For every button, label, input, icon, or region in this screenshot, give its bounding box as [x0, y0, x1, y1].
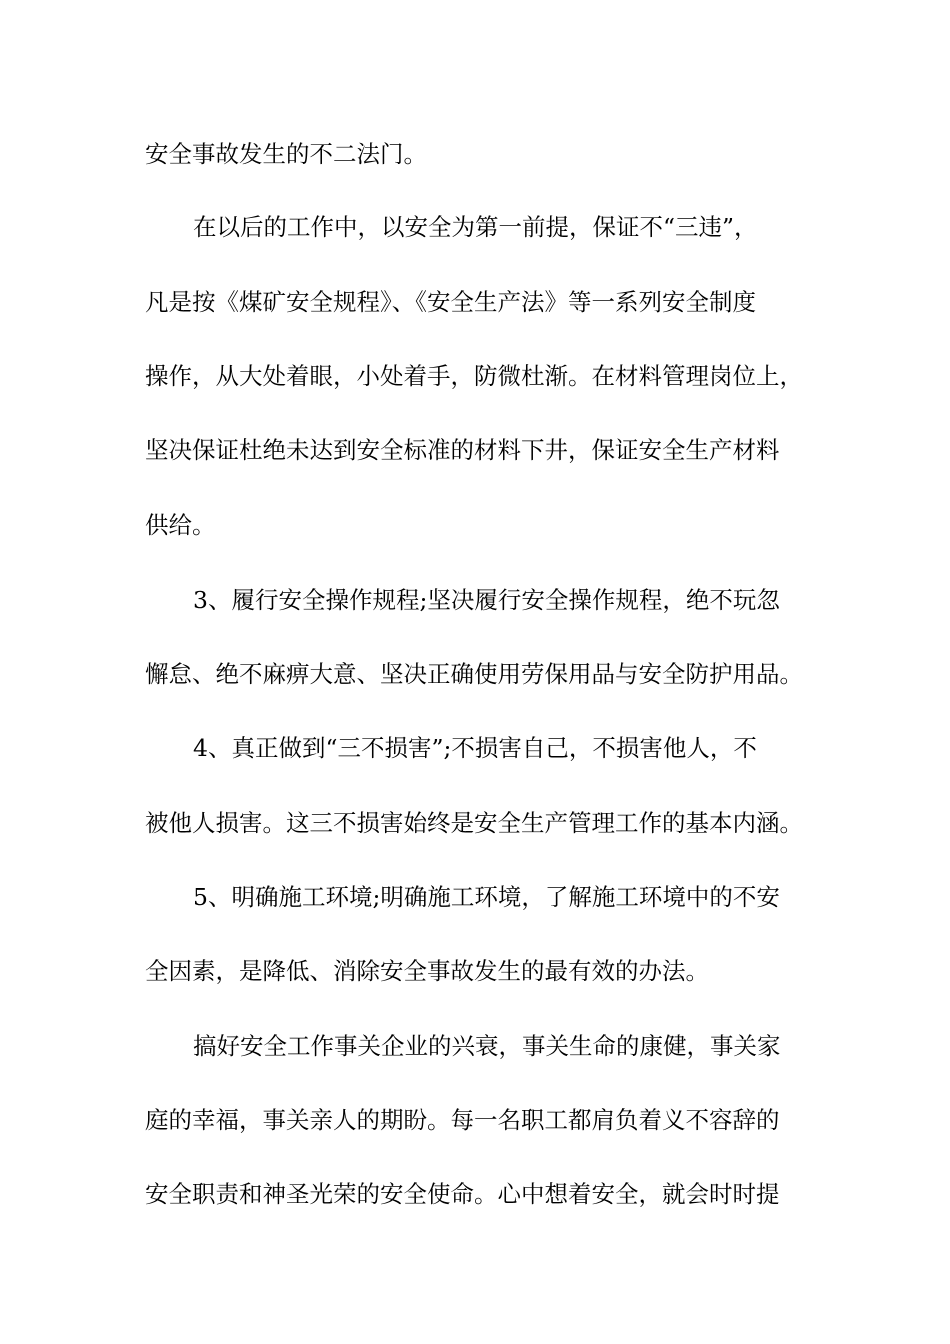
text-line-8: 懈怠、绝不麻痹大意、坚决正确使用劳保用品与安全防护用品。	[145, 660, 803, 688]
text-line-9: 4、真正做到“三不损害”;不损害自己，不损害他人，不	[193, 734, 757, 762]
text-line-1: 安全事故发生的不二法门。	[145, 140, 427, 168]
text-line-7: 3、履行安全操作规程;坚决履行安全操作规程，绝不玩忽	[193, 586, 780, 614]
text-line-4: 操作，从大处着眼，小处着手，防微杜渐。在材料管理岗位上，	[145, 362, 803, 390]
text-line-15: 安全职责和神圣光荣的安全使命。心中想着安全，就会时时提	[145, 1180, 780, 1208]
text-line-5: 坚决保证杜绝未达到安全标准的材料下井，保证安全生产材料	[145, 436, 780, 464]
text-line-2: 在以后的工作中，以安全为第一前提，保证不“三违”，	[193, 213, 758, 241]
text-line-13: 搞好安全工作事关企业的兴衰，事关生命的康健，事关家	[193, 1032, 781, 1060]
text-line-6: 供给。	[145, 511, 216, 539]
text-line-10: 被他人损害。这三不损害始终是安全生产管理工作的基本内涵。	[145, 809, 803, 837]
text-line-11: 5、明确施工环境;明确施工环境，了解施工环境中的不安	[193, 883, 780, 911]
text-line-14: 庭的幸福，事关亲人的期盼。每一名职工都肩负着义不容辞的	[145, 1106, 780, 1134]
text-line-12: 全因素，是降低、消除安全事故发生的最有效的办法。	[145, 957, 709, 985]
text-line-3: 凡是按《煤矿安全规程》、《安全生产法》等一系列安全制度	[145, 288, 756, 316]
